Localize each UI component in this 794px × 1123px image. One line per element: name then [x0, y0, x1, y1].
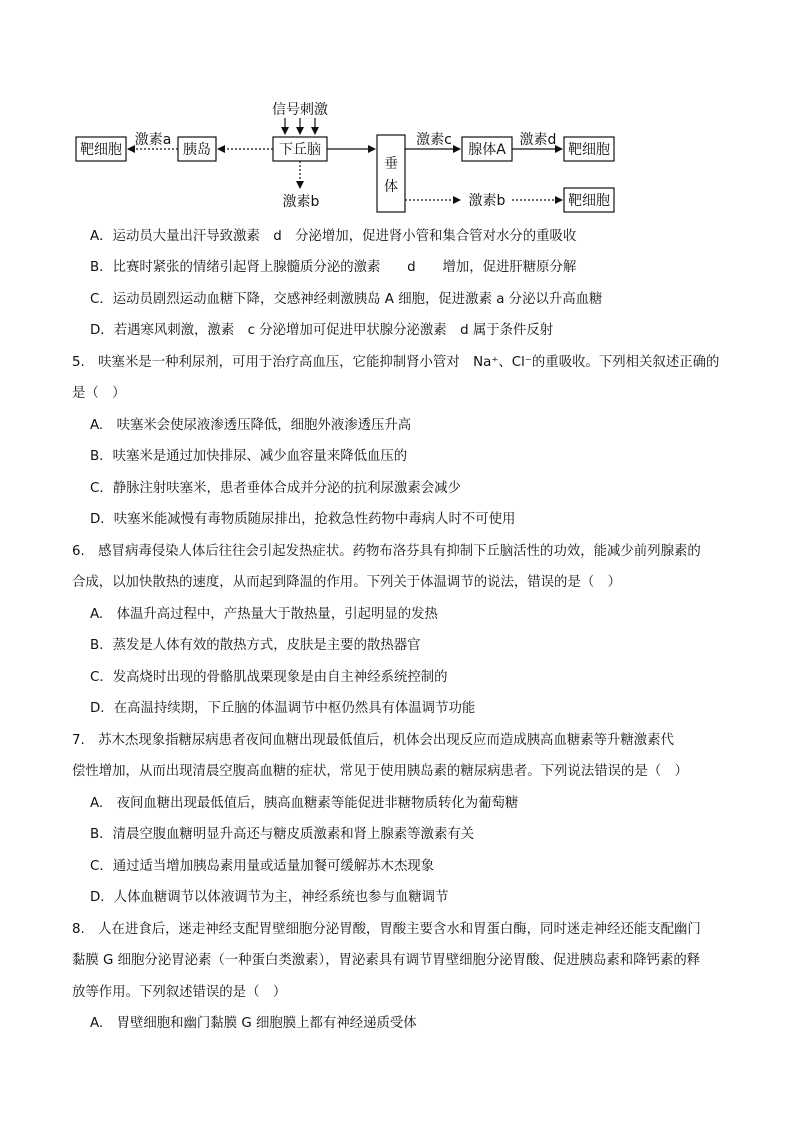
hormone-regulation-diagram: [0, 0, 794, 220]
q6-stem-line-1: 6. 感冒病毒侵染人体后往往会引起发热症状。药物布洛芬具有抑制下丘脑活性的功效，能减少前列腺素的: [72, 544, 701, 559]
target-cell-left-label: 靶细胞: [80, 142, 122, 158]
q6-option-d: D．在高温持续期，下丘脑的体温调节中枢仍然具有体温调节功能: [90, 701, 476, 716]
pituitary-label-top: 垂: [384, 156, 398, 172]
q5-stem-line-1: 5. 呋塞米是一种利尿剂，可用于治疗高血压，它能抑制肾小管对 Na⁺、Cl⁻的重吸收。下列相关叙述正确的: [72, 355, 720, 370]
q8-stem-line-3: 放等作用。下列叙述错误的是（ ）: [72, 985, 287, 1000]
q5-stem-line-2: 是（ ）: [72, 386, 126, 401]
target-cell-right-bottom-label: 靶细胞: [568, 193, 610, 209]
hormone-d-label: 激素d: [519, 132, 557, 148]
target-cell-right-top-label: 靶细胞: [568, 142, 610, 158]
hormone-c-label: 激素c: [416, 132, 452, 148]
q5-option-c: C．静脉注射呋塞米，患者垂体合成并分泌的抗利尿激素会减少: [90, 481, 461, 496]
q8-stem-line-1: 8. 人在进食后，迷走神经支配胃壁细胞分泌胃酸，胃酸主要含水和胃蛋白酶，同时迷走神经还能支配幽门: [72, 922, 701, 937]
q6-option-c: C．发高烧时出现的骨骼肌战栗现象是由自主神经系统控制的: [90, 670, 448, 685]
hormone-a-label: 激素a: [134, 132, 172, 148]
q4-option-d: D．若遇寒风刺激，激素 c 分泌增加可促进甲状腺分泌激素 d 属于条件反射: [90, 323, 554, 338]
hormone-b-left-label: 激素b: [282, 194, 320, 210]
gland-a-label: 腺体A: [468, 142, 506, 158]
q7-option-b: B．清晨空腹血糖明显升高还与糖皮质激素和肾上腺素等激素有关: [90, 827, 475, 842]
q6-option-b: B．蒸发是人体有效的散热方式，皮肤是主要的散热器官: [90, 638, 421, 653]
q7-option-a: A. 夜间血糖出现最低值后，胰高血糖素等能促进非糖物质转化为葡萄糖: [90, 796, 519, 811]
pituitary-box: [377, 135, 405, 212]
hypothalamus-label: 下丘脑: [279, 142, 321, 158]
pituitary-label-bottom: 体: [384, 179, 398, 195]
q4-option-b: B．比赛时紧张的情绪引起肾上腺髓质分泌的激素 d 增加，促进肝糖原分解: [90, 260, 577, 275]
islet-label: 胰岛: [183, 142, 211, 158]
q7-option-c: C．通过适当增加胰岛素用量或适量加餐可缓解苏木杰现象: [90, 859, 435, 874]
q8-option-a: A. 胃壁细胞和幽门黏膜 G 细胞膜上都有神经递质受体: [90, 1016, 417, 1031]
q5-option-a: A. 呋塞米会使尿液渗透压降低，细胞外液渗透压升高: [90, 418, 412, 433]
q7-stem-line-2: 偿性增加，从而出现清晨空腹高血糖的症状，常见于使用胰岛素的糖尿病患者。下列说法错误的是（ ）: [72, 764, 688, 779]
q7-stem-line-1: 7. 苏木杰现象指糖尿病患者夜间血糖出现最低值后，机体会出现反应而造成胰高血糖素等升糖激素代: [72, 733, 674, 748]
diagram-svg: [0, 0, 794, 220]
q6-option-a: A. 体温升高过程中，产热量大于散热量，引起明显的发热: [90, 607, 438, 622]
q7-option-d: D．人体血糖调节以体液调节为主，神经系统也参与血糖调节: [90, 890, 449, 905]
signal-stimulus-label: 信号刺激: [272, 102, 328, 118]
q8-stem-line-2: 黏膜 G 细胞分泌胃泌素（一种蛋白类激素），胃泌素具有调节胃壁细胞分泌胃酸、促进胰岛素和降钙素的释: [72, 953, 701, 968]
hormone-b-right-label: 激素b: [468, 193, 506, 209]
q5-option-b: B．呋塞米是通过加快排尿、减少血容量来降低血压的: [90, 449, 408, 464]
q4-option-c: C．运动员剧烈运动血糖下降，交感神经刺激胰岛 A 细胞，促进激素 a 分泌以升高血糖: [90, 292, 603, 307]
q4-option-a: A．运动员大量出汗导致激素 d 分泌增加，促进肾小管和集合管对水分的重吸收: [90, 229, 577, 244]
q5-option-d: D．呋塞米能减慢有毒物质随尿排出，抢救急性药物中毒病人时不可使用: [90, 512, 516, 527]
q6-stem-line-2: 合成，以加快散热的速度，从而起到降温的作用。下列关于体温调节的说法，错误的是（ ）: [72, 575, 622, 590]
